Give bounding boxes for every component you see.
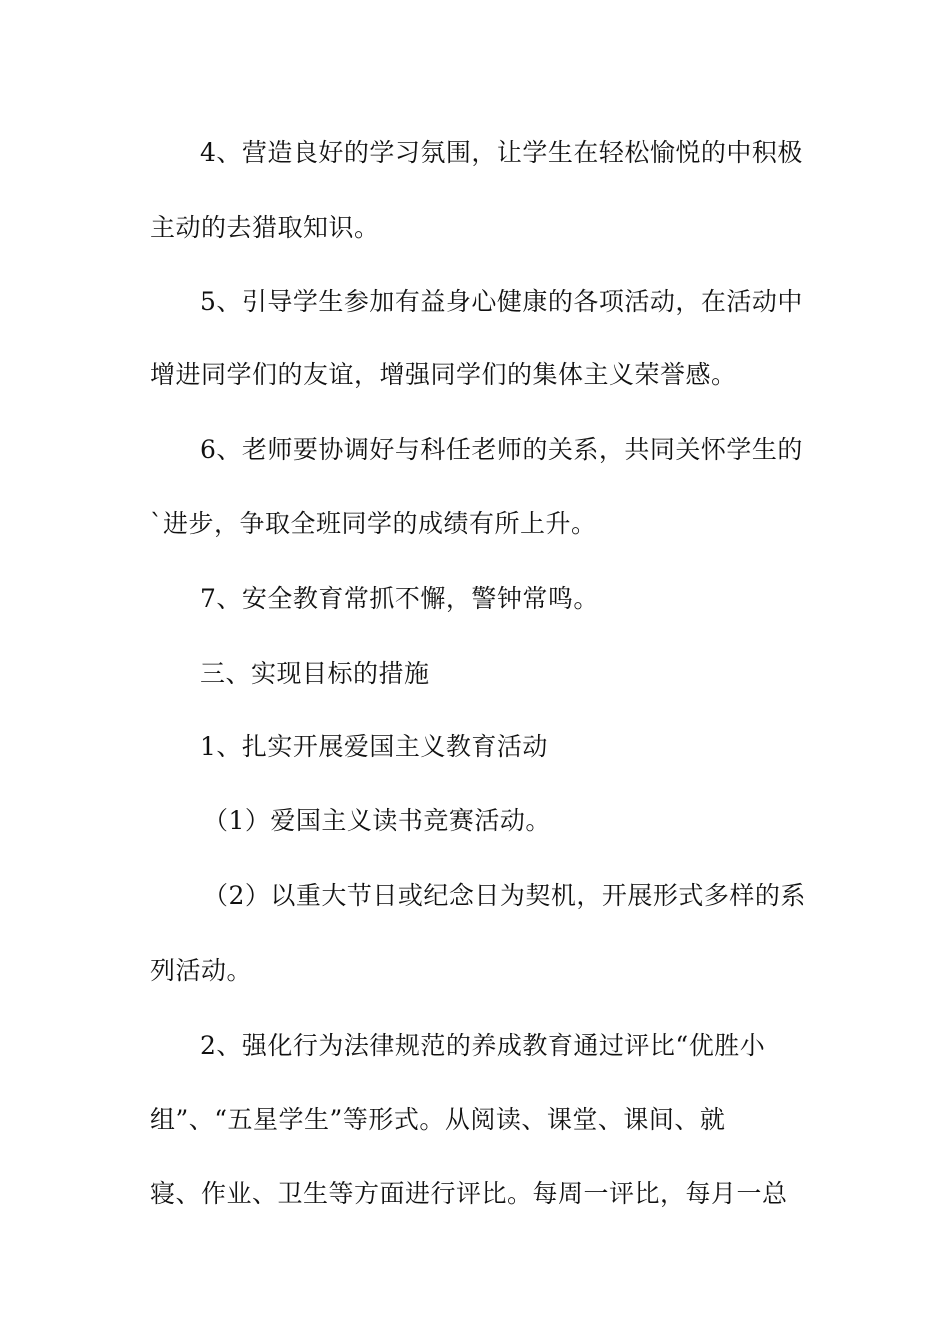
paragraph-line: 4、营造良好的学习氛围，让学生在轻松愉悦的中积极 bbox=[200, 138, 803, 167]
paragraph-line: 增进同学们的友谊，增强同学们的集体主义荣誉感。 bbox=[150, 360, 737, 389]
paragraph-line: 寝、作业、卫生等方面进行评比。每周一评比，每月一总 bbox=[150, 1179, 788, 1208]
paragraph-line: 1、扎实开展爱国主义教育活动 bbox=[200, 732, 548, 761]
paragraph-line: 6、老师要协调好与科任老师的关系，共同关怀学生的 bbox=[200, 435, 803, 464]
paragraph-line: 组”、“五星学生”等形式。从阅读、课堂、课间、就 bbox=[150, 1105, 726, 1134]
section-heading: 三、实现目标的措施 bbox=[200, 659, 430, 688]
paragraph-line: 2、强化行为法律规范的养成教育通过评比“优胜小 bbox=[200, 1031, 766, 1060]
paragraph-line: `进步，争取全班同学的成绩有所上升。 bbox=[150, 509, 597, 538]
paragraph-line: （2）以重大节日或纪念日为契机，开展形式多样的系 bbox=[203, 881, 806, 910]
paragraph-line: 7、安全教育常抓不懈，警钟常鸣。 bbox=[200, 584, 599, 613]
paragraph-line: 列活动。 bbox=[150, 956, 253, 985]
paragraph-line: 主动的去猎取知识。 bbox=[150, 213, 380, 242]
paragraph-line: （1）爱国主义读书竞赛活动。 bbox=[203, 806, 551, 835]
paragraph-line: 5、引导学生参加有益身心健康的各项活动，在活动中 bbox=[200, 287, 803, 316]
